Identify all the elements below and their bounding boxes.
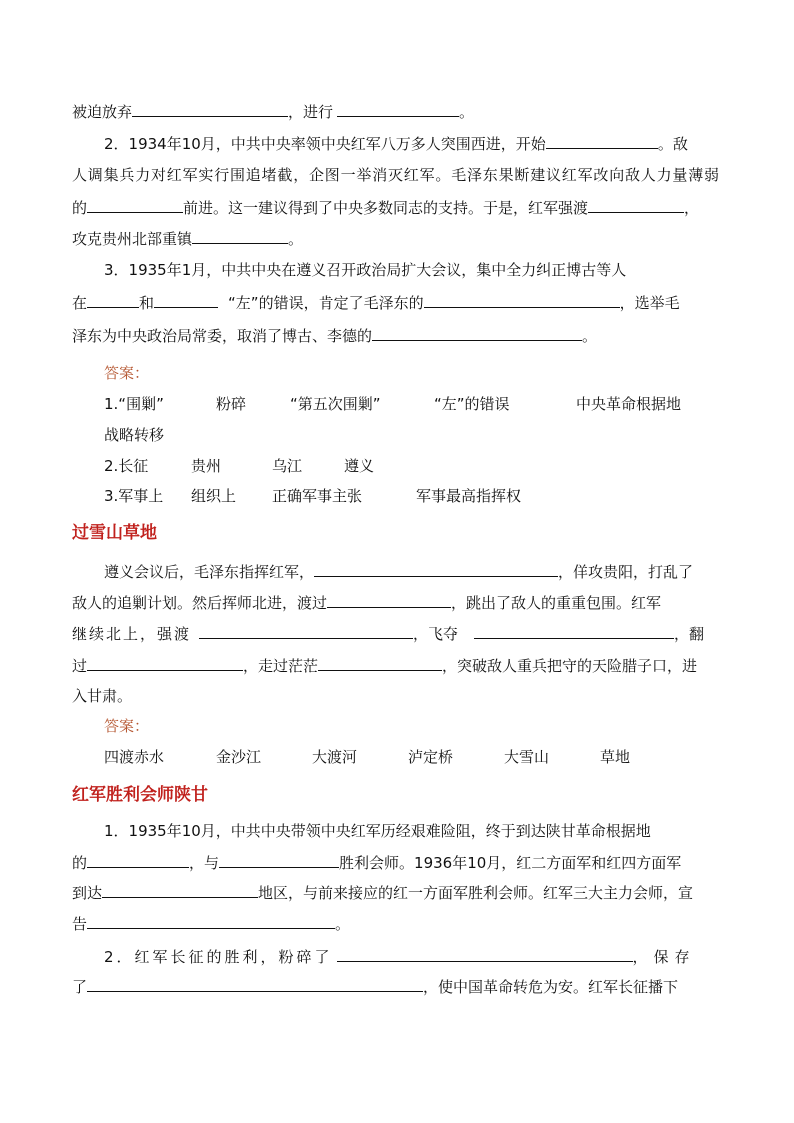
answer-item: 草地 xyxy=(600,748,631,766)
fill-blank[interactable] xyxy=(372,325,582,341)
q2-line-2: 人调集兵力对红军实行围追堵截，企图一举消灭红军。毛泽东果断建议红军改向敌人力量薄弱 xyxy=(72,166,720,184)
answer-item: 粉碎 xyxy=(216,395,247,413)
fill-blank[interactable] xyxy=(424,292,620,308)
answer-item: 正确军事主张 xyxy=(272,487,363,505)
sec3-line-3: 到达 地区，与前来接应的红一方面军胜利会师。红军三大主力会师，宣 xyxy=(72,884,694,902)
answer-item: 中央革命根据地 xyxy=(576,395,682,413)
fill-blank[interactable] xyxy=(318,655,442,671)
sec3-line-6: 了 ，使中国革命转危为安。红军长征播下 xyxy=(72,978,679,996)
answer-item: 泸定桥 xyxy=(408,748,454,766)
fill-blank[interactable] xyxy=(87,292,139,308)
fill-blank[interactable] xyxy=(154,292,218,308)
sec3-line-5: 2．红军长征的胜利，粉碎了 ，保存 xyxy=(104,948,696,966)
answer-item: 大雪山 xyxy=(504,748,550,766)
answer-item: “左”的错误 xyxy=(434,395,510,413)
section-heading: 过雪山草地 xyxy=(72,523,157,543)
q2-line-4: 攻克贵州北部重镇 。 xyxy=(72,230,304,248)
fill-blank[interactable] xyxy=(546,133,658,149)
q3-line-3: 泽东为中央政治局常委，取消了博古、李德的 。 xyxy=(72,327,598,345)
q3-line-1: 3．1935年1月，中共中央在遵义召开政治局扩大会议，集中全力纠正博古等人 xyxy=(104,261,627,279)
q2-line-3: 的 前进。这一建议得到了中央多数同志的支持。于是，红军强渡 ， xyxy=(72,199,700,217)
fill-blank[interactable] xyxy=(87,655,243,671)
fill-blank[interactable] xyxy=(219,852,339,868)
fill-blank[interactable] xyxy=(132,101,288,117)
fill-blank[interactable] xyxy=(588,197,684,213)
answer-item: 乌江 xyxy=(272,457,303,475)
answer-item: 2.长征 xyxy=(104,457,149,475)
answer-item: 1.“围剿” xyxy=(104,395,164,413)
answer-row-1b: 战略转移 xyxy=(104,426,165,444)
answer-item: 军事最高指挥权 xyxy=(416,487,522,505)
answer-item: 遵义 xyxy=(344,457,375,475)
answer-row-1 xyxy=(104,394,744,414)
answer-item: 贵州 xyxy=(191,457,222,475)
fill-blank[interactable] xyxy=(192,228,288,244)
fill-blank[interactable] xyxy=(314,561,558,577)
sec2-line-2: 敌人的追剿计划。然后挥师北进，渡过 ，跳出了敌人的重重包围。红军 xyxy=(72,594,662,612)
q1-line-end: 被迫放弃 ，进行 。 xyxy=(72,103,475,121)
sec2-line-3: 继续北上，强渡 ，飞夺 ，翻 xyxy=(72,625,705,643)
fill-blank[interactable] xyxy=(337,101,459,117)
answer-row xyxy=(104,747,744,767)
sec2-line-4: 过 ，走过茫茫 ，突破敌人重兵把守的天险腊子口，进 xyxy=(72,657,698,675)
answer-item: “第五次围剿” xyxy=(290,395,381,413)
fill-blank[interactable] xyxy=(474,623,674,639)
answer-label: 答案： xyxy=(104,364,150,382)
fill-blank[interactable] xyxy=(87,852,189,868)
answer-item: 大渡河 xyxy=(312,748,358,766)
answer-label: 答案： xyxy=(104,717,150,735)
sec2-line-1: 遵义会议后，毛泽东指挥红军， ，佯攻贵阳，打乱了 xyxy=(104,563,694,581)
answer-item: 3.军事上 xyxy=(104,487,164,505)
fill-blank[interactable] xyxy=(102,882,258,898)
sec3-line-1: 1．1935年10月，中共中央带领中央红军历经艰难险阻，终于到达陕甘革命根据地 xyxy=(104,822,651,840)
answer-item: 四渡赤水 xyxy=(104,748,165,766)
answer-row-2 xyxy=(104,456,744,476)
section-heading: 红军胜利会师陕甘 xyxy=(72,785,208,805)
fill-blank[interactable] xyxy=(199,623,413,639)
fill-blank[interactable] xyxy=(87,976,423,992)
answer-row-3 xyxy=(104,486,744,506)
sec2-line-5: 入甘肃。 xyxy=(72,687,133,705)
answer-item: 组织上 xyxy=(191,487,237,505)
fill-blank[interactable] xyxy=(87,197,183,213)
q2-line-1: 2．1934年10月，中共中央率领中央红军八万多人突围西进，开始 。敌 xyxy=(104,135,688,153)
answer-item: 金沙江 xyxy=(216,748,262,766)
sec3-line-4: 告 。 xyxy=(72,915,351,933)
fill-blank[interactable] xyxy=(87,913,335,929)
q3-line-2: 在 和 “左”的错误，肯定了毛泽东的 ，选举毛 xyxy=(72,294,680,312)
sec3-line-2: 的 ，与 胜利会师。1936年10月，红二方面军和红四方面军 xyxy=(72,854,682,872)
fill-blank[interactable] xyxy=(327,592,451,608)
fill-blank[interactable] xyxy=(337,946,633,962)
